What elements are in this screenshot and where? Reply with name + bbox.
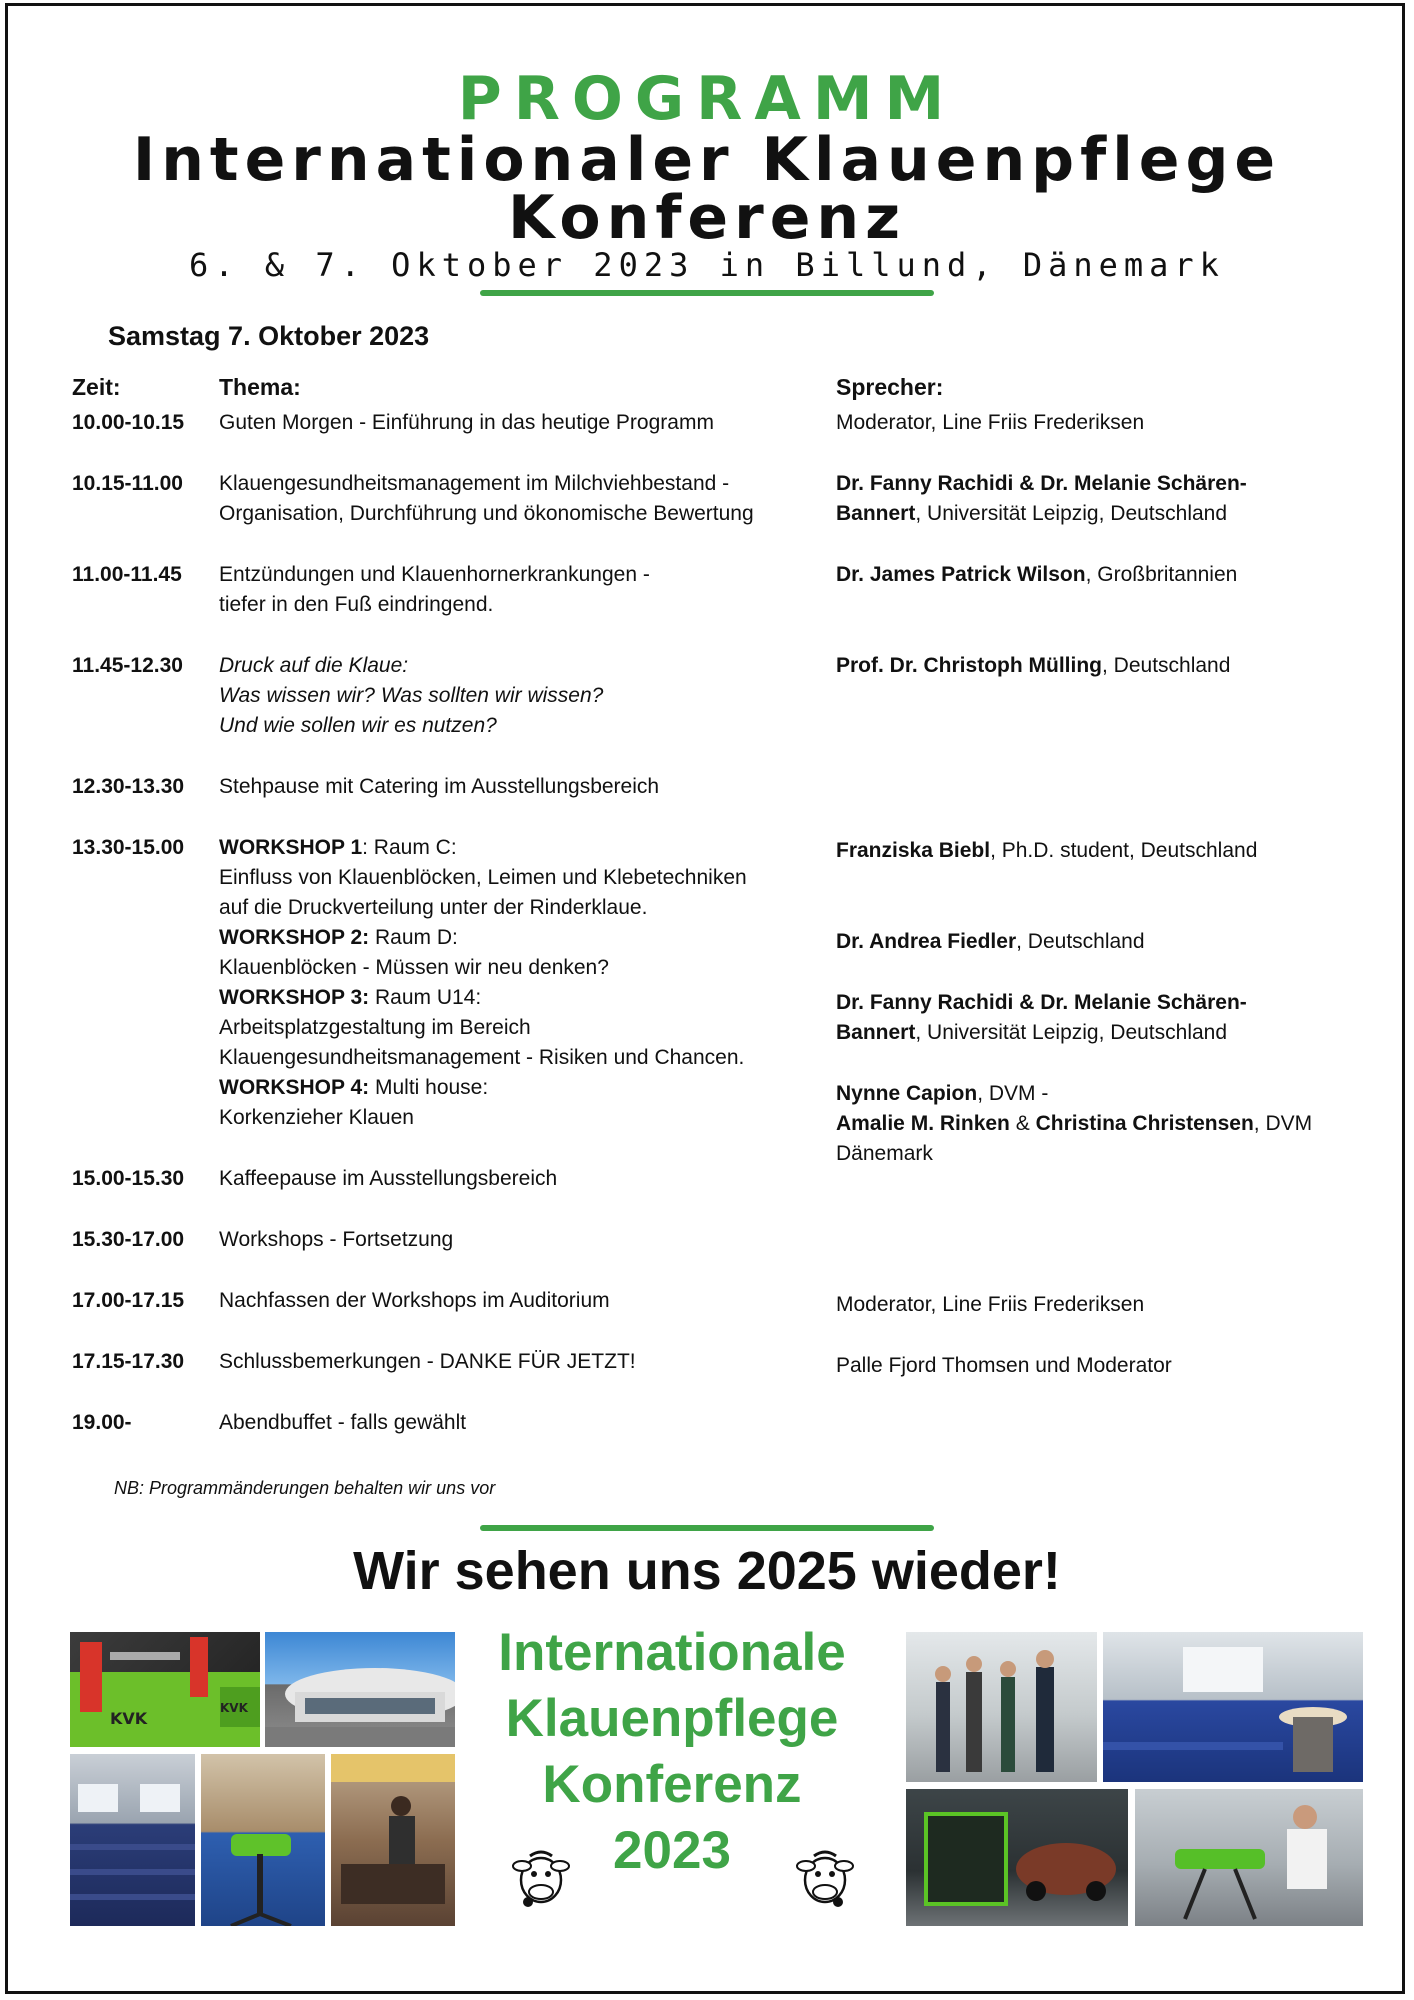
workshop-label: WORKSHOP 3: (219, 986, 370, 1009)
row-topic: Und wie sollen wir es nutzen? (219, 714, 497, 737)
machine-brand-label: KVK (110, 1709, 148, 1728)
green-divider-bottom (480, 1525, 934, 1531)
row-time: 11.00-11.45 (72, 563, 182, 586)
logo-line4: 2023 (613, 1821, 731, 1880)
speaker-connector: & (1009, 1112, 1036, 1135)
row-speaker: Dänemark (836, 1142, 933, 1165)
programm-heading: PROGRAMM (457, 64, 957, 134)
column-header-topic: Thema: (219, 374, 301, 400)
program-change-note: NB: Programmänderungen behalten wir uns vor (114, 1478, 496, 1498)
row-speaker (836, 1079, 1048, 1109)
row-topic: tiefer in den Fuß eindringend. (219, 593, 494, 616)
speaker-name: Bannert (836, 502, 916, 525)
speaker-name: Prof. Dr. Christoph Mülling (836, 654, 1102, 677)
photo-hoof-trimming-machine (70, 1632, 260, 1747)
workshop-label: WORKSHOP 2: (219, 926, 370, 949)
speaker-affiliation: , Deutschland (1102, 654, 1231, 677)
speaker-affiliation: , Großbritannien (1085, 563, 1238, 586)
photo-hands-on-workshop (1135, 1789, 1363, 1926)
logo-line3: Konferenz (542, 1755, 802, 1814)
photo-lecture-hall (1103, 1632, 1363, 1782)
column-header-speaker: Sprecher: (836, 374, 944, 400)
photo-auditorium (70, 1754, 195, 1926)
photo-green-device (201, 1754, 325, 1926)
row-speaker: Moderator, Line Friis Frederiksen (836, 1293, 1145, 1316)
row-time: 19.00- (72, 1411, 132, 1434)
photo-workshop-room (331, 1754, 455, 1926)
speaker-name: Dr. James Patrick Wilson (836, 563, 1086, 586)
workshop-topic: Korkenzieher Klauen (219, 1106, 414, 1129)
column-header-time: Zeit: (72, 374, 121, 400)
workshop-topic: auf die Druckverteilung unter der Rinderklaue. (219, 896, 648, 919)
speaker-name: Dr. Fanny Rachidi & Dr. Melanie Schären- (836, 991, 1247, 1014)
speaker-name: Nynne Capion (836, 1082, 978, 1105)
speaker-name: Franziska Biebl (836, 839, 991, 862)
row-speaker (836, 560, 1237, 590)
workshop-topic: Klauenblöcken - Müssen wir neu denken? (219, 956, 609, 979)
row-time: 10.00-10.15 (72, 411, 185, 434)
workshop-label: WORKSHOP 1 (219, 836, 363, 859)
row-time: 12.30-13.30 (72, 775, 185, 798)
row-speaker (836, 988, 1247, 1018)
row-topic: Workshops - Fortsetzung (219, 1228, 454, 1251)
workshop-heading (219, 1073, 488, 1103)
logo-line1: Internationale (498, 1623, 846, 1682)
row-topic: Guten Morgen - Einführung in das heutige Programm (219, 411, 714, 434)
workshop-room: Multi house: (369, 1076, 489, 1099)
day-heading: Samstag 7. Oktober 2023 (108, 321, 430, 351)
conference-date: 6. & 7. Oktober 2023 in Billund, Dänemark (189, 246, 1225, 284)
workshop-room: : Raum C: (362, 836, 457, 859)
workshop-topic: Arbeitsplatzgestaltung im Bereich (219, 1016, 531, 1039)
workshop-topic: Einfluss von Klauenblöcken, Leimen und Klebetechniken (219, 866, 747, 889)
speaker-affiliation: , Universität Leipzig, Deutschland (915, 502, 1228, 525)
speaker-name: Amalie M. Rinken (836, 1112, 1010, 1135)
row-speaker: Palle Fjord Thomsen und Moderator (836, 1354, 1172, 1377)
speaker-affiliation: , DVM (1253, 1112, 1313, 1135)
row-topic: Organisation, Durchführung und ökonomische Bewertung (219, 502, 754, 525)
row-topic: Stehpause mit Catering im Ausstellungsbereich (219, 775, 660, 798)
row-speaker (836, 927, 1145, 957)
row-time: 13.30-15.00 (72, 836, 185, 859)
row-topic: Kaffeepause im Ausstellungsbereich (219, 1167, 558, 1190)
speaker-name: Dr. Fanny Rachidi & Dr. Melanie Schären- (836, 472, 1247, 495)
workshop-heading (219, 983, 481, 1013)
workshop-room: Raum U14: (369, 986, 482, 1009)
workshop-heading (219, 923, 458, 953)
workshop-label: WORKSHOP 4: (219, 1076, 370, 1099)
row-speaker (836, 836, 1257, 866)
row-time: 15.30-17.00 (72, 1228, 185, 1251)
photo-machine-exhibit (906, 1789, 1128, 1926)
photo-crowd-hall (906, 1632, 1097, 1782)
row-topic: Abendbuffet - falls gewählt (219, 1411, 467, 1434)
speaker-affiliation: , Deutschland (1016, 930, 1145, 953)
row-time: 17.00-17.15 (72, 1289, 185, 1312)
speaker-name: Christina Christensen (1035, 1112, 1254, 1135)
conference-title-line2: Konferenz (507, 183, 907, 253)
speaker-affiliation: , Ph.D. student, Deutschland (990, 839, 1258, 862)
farewell-heading: Wir sehen uns 2025 wieder! (353, 1541, 1061, 1601)
speaker-affiliation: , DVM - (977, 1082, 1049, 1105)
row-time: 17.15-17.30 (72, 1350, 185, 1373)
row-speaker: Moderator, Line Friis Frederiksen (836, 411, 1145, 434)
speaker-name: Dr. Andrea Fiedler (836, 930, 1017, 953)
row-topic: Was wissen wir? Was sollten wir wissen? (219, 684, 604, 707)
row-time: 11.45-12.30 (72, 654, 183, 677)
row-speaker (836, 1109, 1312, 1139)
workshop-room: Raum D: (369, 926, 458, 949)
workshop-topic: Klauengesundheitsmanagement - Risiken und Chancen. (219, 1046, 745, 1069)
green-divider-top (480, 290, 934, 296)
machine-brand-label: KVK (220, 1701, 248, 1715)
row-speaker (836, 499, 1227, 529)
row-speaker (836, 1018, 1227, 1048)
row-time: 10.15-11.00 (72, 472, 183, 495)
row-topic: Nachfassen der Workshops im Auditorium (219, 1289, 610, 1312)
row-topic: Druck auf die Klaue: (219, 654, 409, 677)
cow-mascot-icon (792, 1844, 858, 1914)
row-topic: Klauengesundheitsmanagement im Milchviehbestand - (219, 472, 730, 495)
row-speaker (836, 651, 1230, 681)
row-topic: Schlussbemerkungen - DANKE FÜR JETZT! (219, 1350, 636, 1373)
conference-title-line1: Internationaler Klauenpflege (132, 125, 1282, 195)
logo-line2: Klauenpflege (505, 1689, 839, 1748)
speaker-affiliation: , Universität Leipzig, Deutschland (915, 1021, 1228, 1044)
row-topic: Entzündungen und Klauenhornerkrankungen - (219, 563, 650, 586)
speaker-name: Bannert (836, 1021, 916, 1044)
photo-venue-building (265, 1632, 455, 1747)
cow-mascot-icon (508, 1844, 574, 1914)
row-speaker (836, 469, 1247, 499)
row-time: 15.00-15.30 (72, 1167, 185, 1190)
workshop-heading (219, 833, 457, 863)
